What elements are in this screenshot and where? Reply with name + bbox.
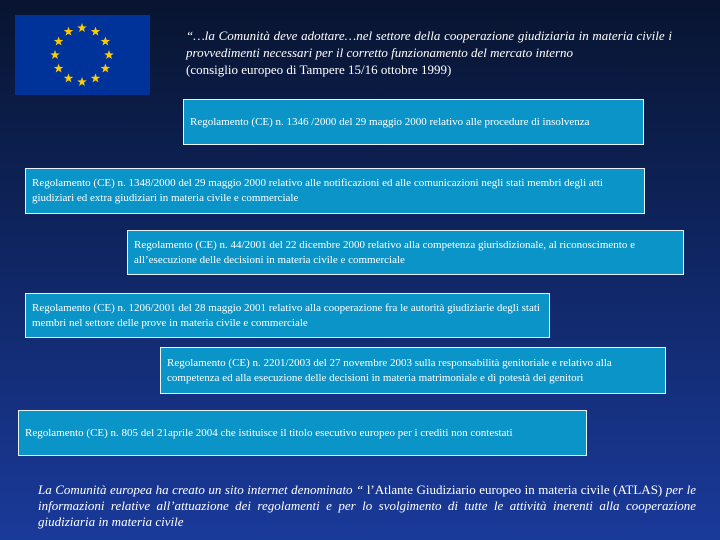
eu-flag <box>15 15 150 95</box>
atlas-note-description: per le informazioni relative all’attuazione dei regolamenti e per lo svolgimento di tutte le attività inerenti alla cooperazione giudiziaria in materia civile <box>38 482 696 529</box>
star-icon <box>54 64 64 73</box>
quote-text: “…la Comunità deve adottare…nel settore della cooperazione giudiziaria in materia civile i provvedimenti necessari per il corretto funzionamento del mercato interno <box>186 28 672 60</box>
regulation-box-1206-2001 <box>25 293 550 338</box>
tampere-quote <box>186 27 672 78</box>
regulation-box-2201-2003 <box>160 347 666 394</box>
regulation-box-805-2004 <box>18 410 587 456</box>
star-icon <box>101 37 111 46</box>
quote-source: (consiglio europeo di Tampere 15/16 ottobre 1999) <box>186 62 452 77</box>
regulation-box-1348-2000 <box>25 168 645 214</box>
regulation-text: Regolamento (CE) n. 1348/2000 del 29 maggio 2000 relativo alle notificazioni ed alle comunicazioni negli stati membri degli atti giudiziari ed extra giudiziari in materia civile e commerciale <box>32 177 603 204</box>
star-icon <box>64 73 74 82</box>
star-icon <box>77 77 87 86</box>
eu-stars-icon <box>15 15 150 95</box>
atlas-note-intro: La Comunità europea ha creato un sito internet denominato “ <box>38 482 364 497</box>
star-icon <box>91 73 101 82</box>
regulation-text: Regolamento (CE) n. 1206/2001 del 28 maggio 2001 relativo alla cooperazione fra le autorità giudiziarie degli stati membri nel settore delle prove in materia civile e commerciale <box>32 301 540 329</box>
regulation-text: Regolamento (CE) n. 44/2001 del 22 dicembre 2000 relativo alla competenza giurisdizionale, al riconoscimento e all’esecuzione delle decisioni in materia civile e commerciale <box>134 238 635 266</box>
star-icon <box>101 64 111 73</box>
regulation-box-44-2001 <box>127 230 684 275</box>
star-icon <box>54 37 64 46</box>
regulation-text: Regolamento (CE) n. 805 del 21aprile 2004 che istituisce il titolo esecutivo europeo per i crediti non contestati <box>25 426 513 439</box>
regulation-box-1346-2000 <box>183 99 644 145</box>
star-icon <box>104 50 114 59</box>
star-icon <box>91 27 101 36</box>
star-icon <box>64 27 74 36</box>
regulation-text: Regolamento (CE) n. 2201/2003 del 27 novembre 2003 sulla responsabilità genitoriale e relativo alla competenza ed alla esecuzione delle decisioni in materia matrimoniale e di potestà dei genitori <box>167 356 612 384</box>
regulation-text: Regolamento (CE) n. 1346 /2000 del 29 maggio 2000 relativo alle procedure di insolvenza <box>190 115 590 128</box>
star-icon <box>77 23 87 32</box>
atlas-note <box>38 482 696 530</box>
star-icon <box>50 50 60 59</box>
atlas-name: l’Atlante Giudiziario europeo in materia civile (ATLAS) <box>363 482 663 497</box>
